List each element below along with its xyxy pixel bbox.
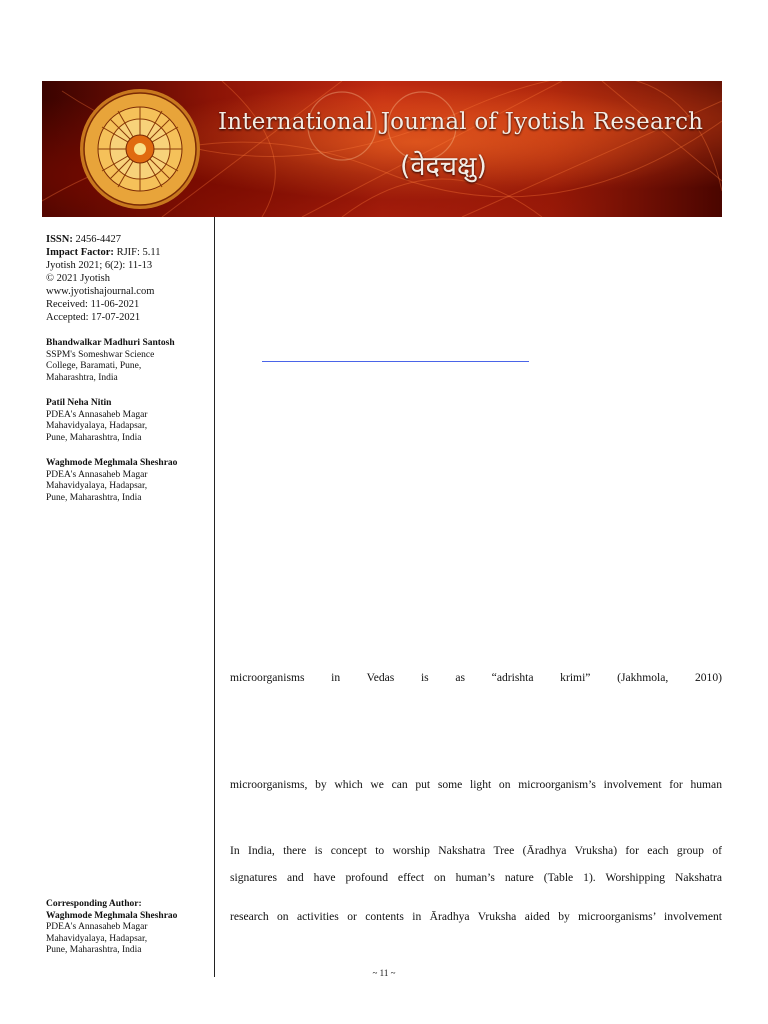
column-divider — [214, 217, 215, 977]
corresponding-author-affiliation: Pune, Maharashtra, India — [46, 945, 142, 955]
corresponding-author-affiliation: Mahavidyalaya, Hadapsar, — [46, 933, 148, 944]
accepted-date: Accepted: 17-07-2021 — [46, 312, 141, 323]
hyperlink-underline[interactable] — [262, 361, 529, 362]
author-affiliation: Mahavidyalaya, Hadapsar, — [46, 421, 148, 431]
journal-subtitle: (वेदचक्षु) — [400, 151, 487, 182]
body-text-line: signatures and have profound effect on human’s nature (Table 1). Worshipping Nakshatra — [230, 871, 722, 884]
issn-line: ISSN: 2456-4427 — [46, 234, 121, 245]
website-line: www.jyotishajournal.com — [46, 286, 155, 297]
author-affiliation: SSPM's Someshwar Science — [46, 349, 155, 360]
corresponding-author-affiliation: PDEA's Annasaheb Magar — [46, 922, 148, 932]
citation-line: Jyotish 2021; 6(2): 11-13 — [46, 260, 153, 271]
corresponding-author-name: Waghmode Meghmala Sheshrao — [46, 910, 178, 921]
author-block — [46, 398, 208, 444]
author-block — [46, 338, 208, 384]
received-date: Received: 11-06-2021 — [46, 299, 140, 310]
author-affiliation: PDEA's Annasaheb Magar — [46, 469, 148, 480]
author-affiliation: College, Baramati, Pune, — [46, 361, 142, 371]
copyright-line: © 2021 Jyotish — [46, 273, 110, 284]
body-text-line: research on activities or contents in Āradhya Vruksha aided by microorganisms’ involvement — [230, 910, 722, 923]
author-name: Patil Neha Nitin — [46, 398, 112, 408]
body-text-line: In India, there is concept to worship Nakshatra Tree (Āradhya Vruksha) for each group of — [230, 844, 722, 857]
journal-banner — [42, 81, 722, 217]
author-name: Bhandwalkar Madhuri Santosh — [46, 338, 175, 348]
body-text-line: microorganisms, by which we can put some light on microorganism’s involvement for human — [230, 778, 722, 791]
body-text-line: microorganisms in Vedas is as “adrishta krimi” (Jakhmola, 2010) — [230, 671, 722, 684]
author-affiliation: PDEA's Annasaheb Magar — [46, 409, 148, 420]
page-number: ~ 11 ~ — [372, 968, 396, 978]
author-name: Waghmode Meghmala Sheshrao — [46, 458, 178, 468]
author-affiliation: Pune, Maharashtra, India — [46, 432, 142, 443]
journal-title: International Journal of Jyotish Research — [218, 109, 704, 135]
impact-factor-line: Impact Factor: RJIF: 5.11 — [46, 247, 161, 258]
journal-seal-logo — [78, 87, 202, 211]
author-affiliation: Mahavidyalaya, Hadapsar, — [46, 481, 148, 491]
article-metadata — [46, 233, 208, 324]
author-affiliation: Maharashtra, India — [46, 372, 118, 383]
corresponding-author-label: Corresponding Author: — [46, 899, 142, 909]
corresponding-author-block — [46, 899, 211, 957]
article-sidebar — [46, 233, 208, 504]
author-block — [46, 458, 208, 504]
author-affiliation: Pune, Maharashtra, India — [46, 492, 142, 503]
